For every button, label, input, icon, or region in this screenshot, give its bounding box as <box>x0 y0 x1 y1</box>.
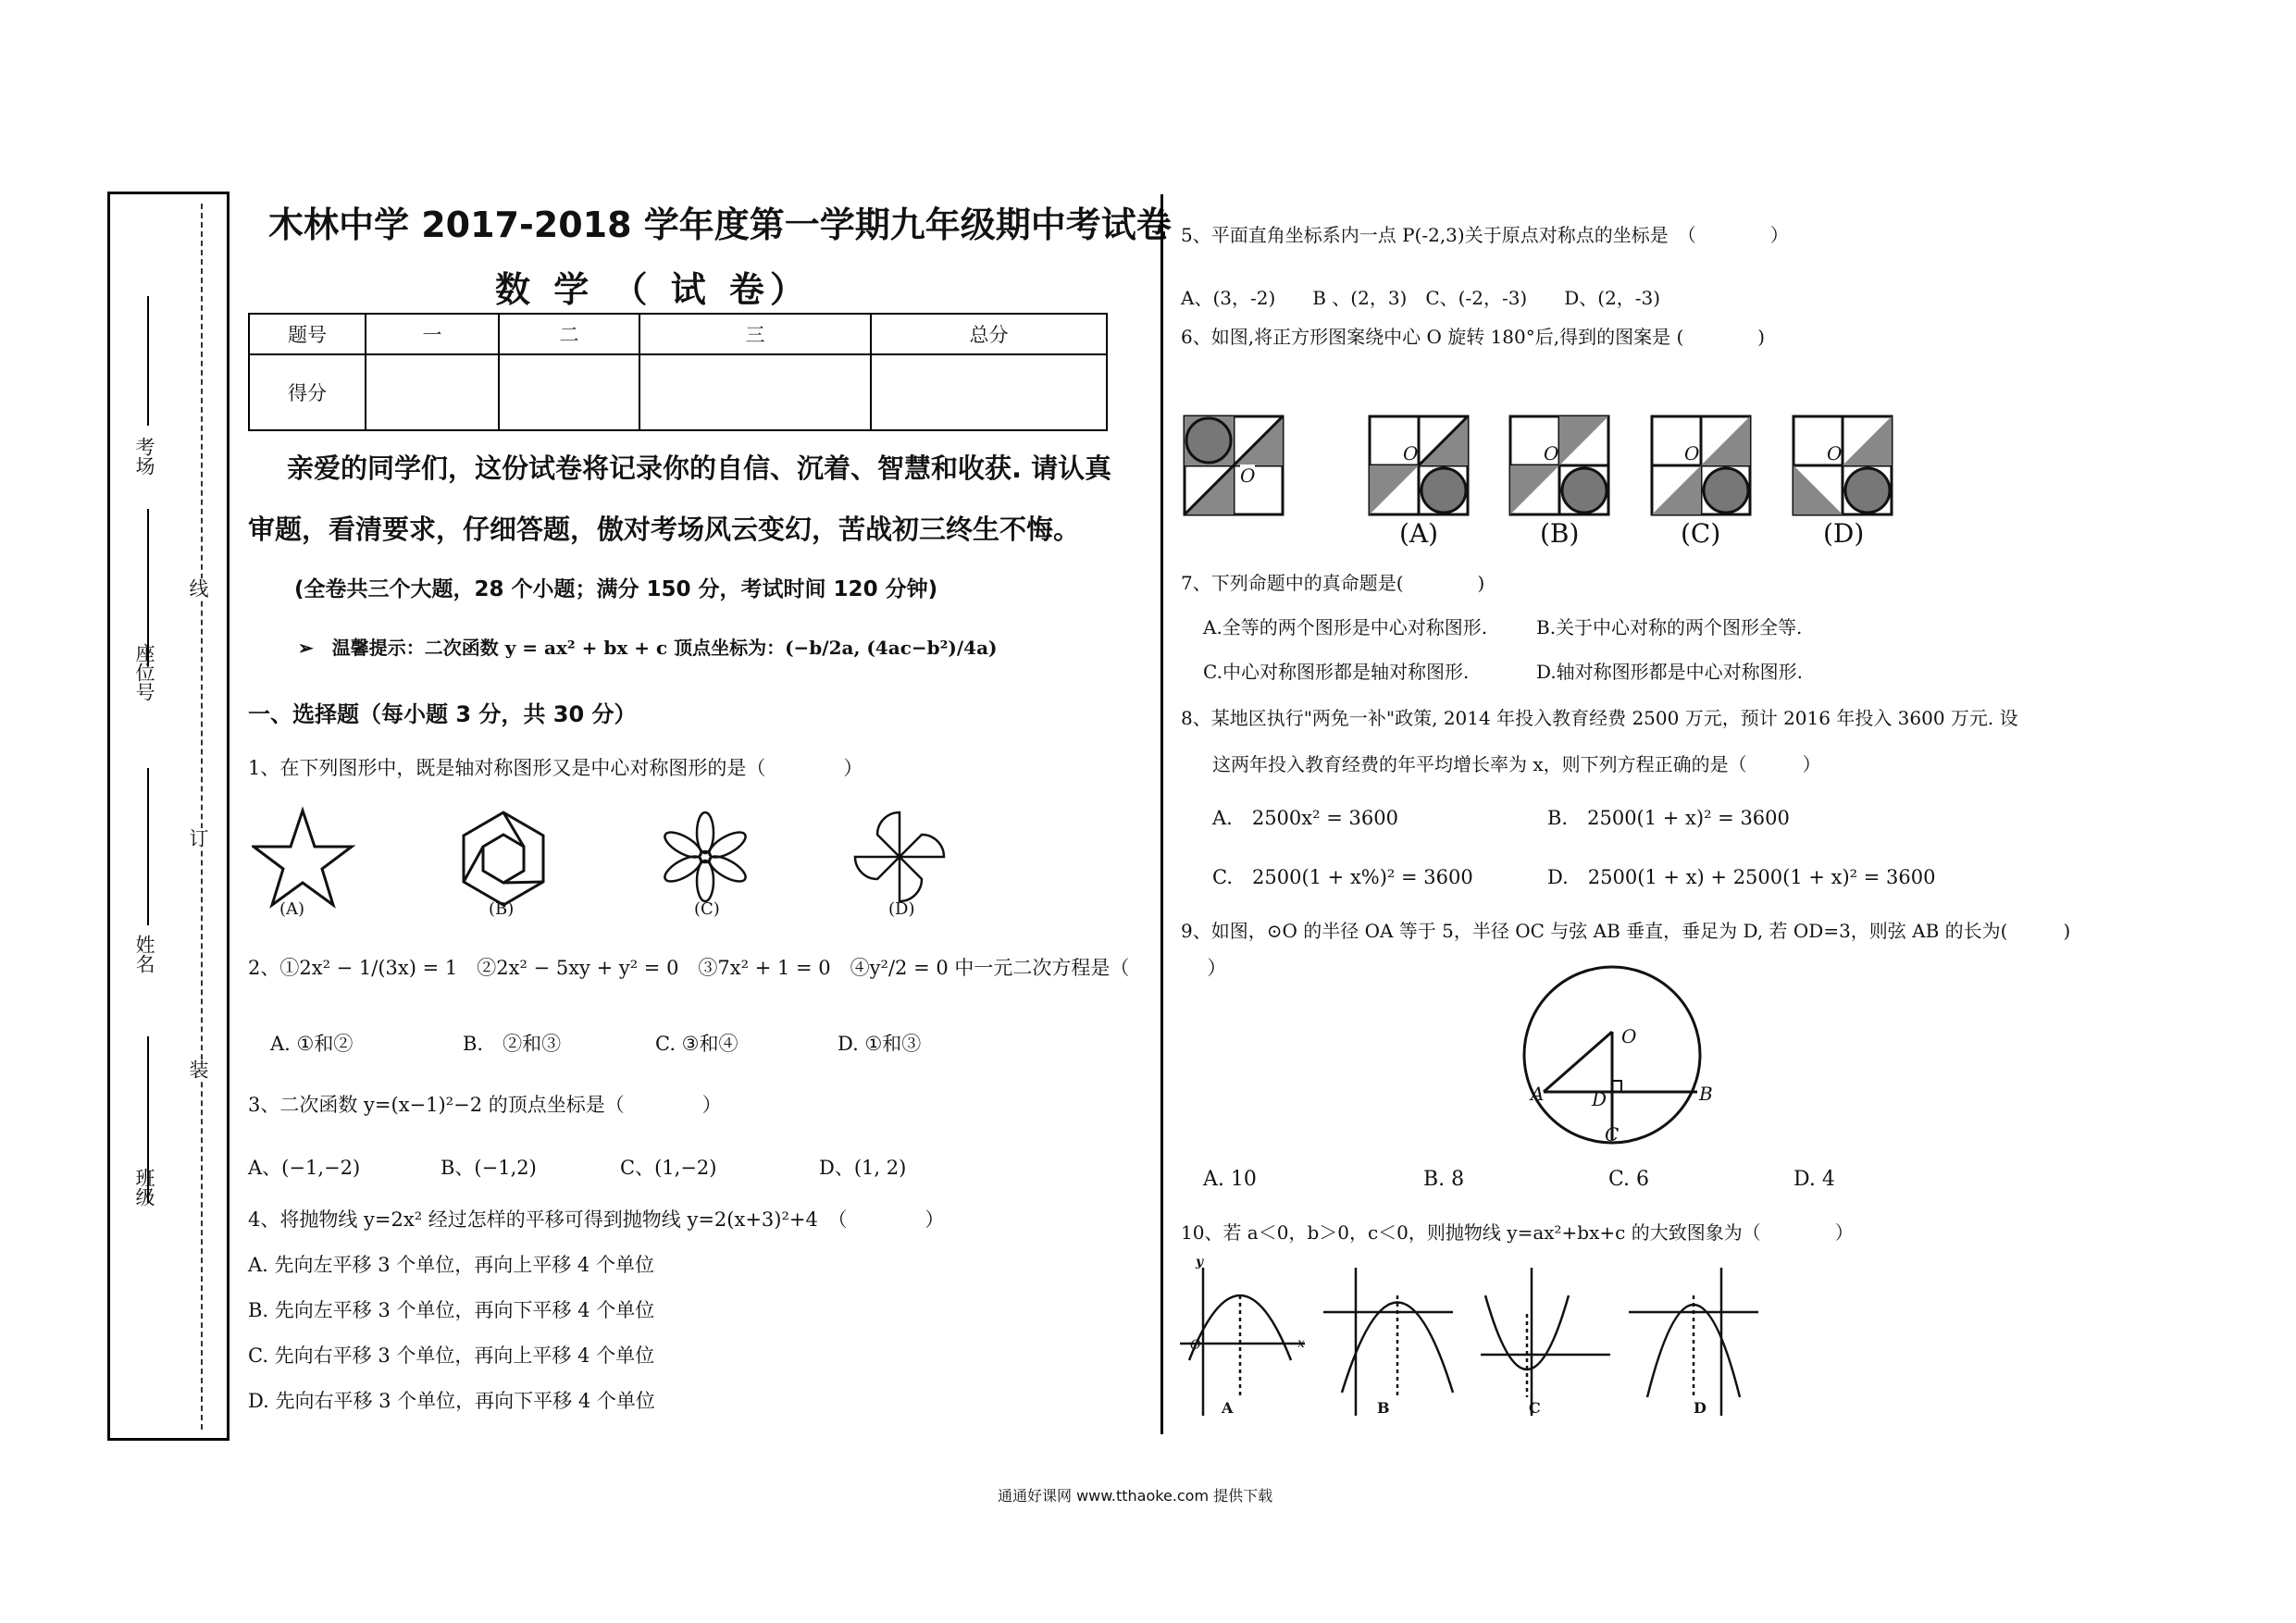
q9-option-a: A. 10 <box>1203 1168 1257 1191</box>
star-icon <box>254 811 352 905</box>
q2-option-c: C. ③和④ <box>655 1033 738 1055</box>
q6-a-center-label: O <box>1403 442 1419 465</box>
score-cell[interactable] <box>639 354 871 430</box>
q6-b-center-label: O <box>1544 442 1559 465</box>
q3-option-d: D、(1, 2) <box>819 1157 907 1179</box>
q3-option-a: A、(−1,−2) <box>248 1157 361 1179</box>
question-5-options: A、(3，-2) B 、(2，3) C、(-2，-3) D、(2，-3) <box>1181 287 1661 309</box>
q10-label-a: A <box>1222 1399 1234 1417</box>
question-7-stem: 7、下列命题中的真命题是( ) <box>1181 572 1485 594</box>
question-1-figures <box>252 803 974 923</box>
q7-option-a: A.全等的两个图形是中心对称图形. <box>1203 616 1488 638</box>
formula-tip: ➢ 温馨提示：二次函数 y = ax² + bx + c 顶点坐标为：(−b/2a, (4ac−b²)/4a) <box>298 637 998 659</box>
q9-option-b: B. 8 <box>1423 1168 1465 1191</box>
q2-option-b: B. ②和③ <box>463 1033 562 1055</box>
score-header-cell: 二 <box>499 314 639 354</box>
score-header-cell: 题号 <box>249 314 366 354</box>
q4-option-d: D. 先向右平移 3 个单位，再向下平移 4 个单位 <box>248 1390 655 1412</box>
score-cell[interactable] <box>871 354 1107 430</box>
question-1-stem: 1、在下列图形中，既是轴对称图形又是中心对称图形的是（ ） <box>248 757 863 779</box>
q8-option-b: B. 2500(1 + x)² = 3600 <box>1547 807 1790 829</box>
exam-room-label: 考场 <box>133 437 155 476</box>
q2-option-a: A. ①和② <box>270 1033 354 1055</box>
q4-option-b: B. 先向左平移 3 个单位，再向下平移 4 个单位 <box>248 1299 655 1321</box>
intro-line-2: 审题，看清要求，仔细答题，傲对考场风云变幻，苦战初三终生不悔。 <box>248 514 1081 545</box>
q10-label-b: B <box>1377 1399 1390 1417</box>
binding-strip <box>107 192 230 1441</box>
exam-note: (全卷共三个大题，28 个小题；满分 150 分，考试时间 120 分钟) <box>294 577 938 601</box>
q7-option-d: D.轴对称图形都是中心对称图形. <box>1536 661 1804 683</box>
q6-option-d-pattern <box>1793 416 1892 514</box>
line-mark: 线 <box>184 578 212 598</box>
q10-label-d: D <box>1694 1399 1706 1417</box>
question-5-stem: 5、平面直角坐标系内一点 P(-2,3)关于原点对称点的坐标是 （ ） <box>1181 224 1789 246</box>
q7-option-c: C.中心对称图形都是轴对称图形. <box>1203 661 1470 683</box>
q9-option-d: D. 4 <box>1793 1168 1835 1191</box>
q7-option-b: B.关于中心对称的两个图形全等. <box>1536 616 1803 638</box>
q8-option-c: C. 2500(1 + x%)² = 3600 <box>1212 866 1473 888</box>
q6-option-c-pattern <box>1652 416 1750 514</box>
q2-option-d: D. ①和③ <box>838 1033 922 1055</box>
q9-point-o: O <box>1621 1025 1637 1047</box>
question-10-graphs <box>1175 1258 1768 1425</box>
q1-label-b: (B) <box>489 899 515 919</box>
seat-number-label: 座位号 <box>133 643 155 701</box>
q10-origin: O <box>1190 1338 1201 1353</box>
q3-option-b: B、(−1,2) <box>441 1157 537 1179</box>
exam-subtitle: 数 学 （ 试 卷） <box>495 269 811 310</box>
q10-axis-x: x <box>1297 1336 1305 1351</box>
name-blank <box>147 768 149 925</box>
q10-axis-y: y <box>1196 1255 1204 1270</box>
class-label: 班级 <box>133 1168 155 1207</box>
q8-option-d: D. 2500(1 + x) + 2500(1 + x)² = 3600 <box>1547 866 1936 888</box>
question-9-stem: 9、如图，⊙O 的半径 OA 等于 5，半径 OC 与弦 AB 垂直，垂足为 D, 若 OD=3，则弦 AB 的长为( ) <box>1181 920 2071 942</box>
footer-download-note: 通通好课网 www.tthaoke.com 提供下载 <box>998 1487 1273 1505</box>
score-header-cell: 总分 <box>871 314 1107 354</box>
question-9-circle-figure <box>1518 962 1721 1147</box>
graph-b <box>1323 1268 1453 1416</box>
score-cell[interactable] <box>499 354 639 430</box>
score-table <box>248 313 1108 431</box>
q8-option-a: A. 2500x² = 3600 <box>1212 807 1398 829</box>
radius-oa <box>1544 1032 1612 1092</box>
q1-label-c: (C) <box>694 899 720 919</box>
q6-original-pattern <box>1185 416 1283 514</box>
column-divider <box>1160 194 1163 1434</box>
q6-d-center-label: O <box>1827 442 1843 465</box>
q10-label-c: C <box>1529 1399 1541 1417</box>
question-2-stem: 2、①2x² − 1/(3x) = 1 ②2x² − 5xy + y² = 0 ③7x² + 1 = 0 ④y²/2 = 0 中一元二次方程是（ ） <box>248 957 1227 979</box>
score-header-cell: 一 <box>366 314 499 354</box>
q9-option-c: C. 6 <box>1608 1168 1650 1191</box>
bind-mark: 装 <box>184 1059 212 1079</box>
score-row-label: 得分 <box>249 354 366 430</box>
binding-dashed-line <box>201 204 203 1430</box>
q6-center-label: O <box>1240 465 1256 487</box>
graph-d <box>1629 1268 1758 1416</box>
exam-title: 木林中学 2017-2018 学年度第一学期九年级期中考试卷 <box>268 204 1172 245</box>
q9-point-a: A <box>1531 1083 1545 1105</box>
q6-option-b-pattern <box>1510 416 1608 514</box>
question-8-stem-2: 这两年投入教育经费的年平均增长率为 x，则下列方程正确的是（ ） <box>1212 753 1821 775</box>
question-8-stem-1: 8、某地区执行"两免一补"政策, 2014 年投入教育经费 2500 万元，预计 2016 年投入 3600 万元. 设 <box>1181 707 2018 729</box>
q9-point-c: C <box>1605 1123 1620 1146</box>
section-heading: 一、选择题（每小题 3 分，共 30 分） <box>248 701 637 727</box>
q1-label-a: (A) <box>279 899 305 919</box>
hexagon-knot-icon <box>464 812 543 905</box>
question-10-stem: 10、若 a＜0，b＞0，c＜0，则抛物线 y=ax²+bx+c 的大致图象为（ ） <box>1181 1221 1854 1244</box>
q6-option-a-pattern <box>1370 416 1468 514</box>
q1-label-d: (D) <box>888 899 915 919</box>
q6-c-center-label: O <box>1684 442 1700 465</box>
q4-option-c: C. 先向右平移 3 个单位，再向上平移 4 个单位 <box>248 1344 655 1367</box>
score-cell[interactable] <box>366 354 499 430</box>
question-6-stem: 6、如图,将正方形图案绕中心 O 旋转 180°后,得到的图案是 ( ) <box>1181 326 1766 348</box>
q6-label-c: (C) <box>1681 518 1721 549</box>
q4-option-a: A. 先向左平移 3 个单位，再向上平移 4 个单位 <box>248 1254 654 1276</box>
q6-label-b: (B) <box>1540 518 1580 549</box>
graph-c <box>1481 1268 1610 1416</box>
question-3-stem: 3、二次函数 y=(x−1)²−2 的顶点坐标是（ ） <box>248 1094 722 1116</box>
question-4-stem: 4、将抛物线 y=2x² 经过怎样的平移可得到抛物线 y=2(x+3)²+4 （ ） <box>248 1208 945 1231</box>
exam-room-blank <box>147 296 149 426</box>
intro-line-1: 亲爱的同学们，这份试卷将记录你的自信、沉着、智慧和收获. 请认真 <box>287 452 1112 484</box>
q9-point-b: B <box>1699 1083 1713 1105</box>
q3-option-c: C、(1,−2) <box>620 1157 717 1179</box>
pinwheel-icon <box>855 812 944 901</box>
name-label: 姓名 <box>133 935 155 973</box>
q9-point-d: D <box>1592 1088 1607 1110</box>
flower-icon <box>661 812 749 901</box>
q6-label-a: (A) <box>1399 518 1439 549</box>
score-header-cell: 三 <box>639 314 871 354</box>
staple-mark: 订 <box>184 828 212 848</box>
q6-label-d: (D) <box>1823 518 1865 549</box>
